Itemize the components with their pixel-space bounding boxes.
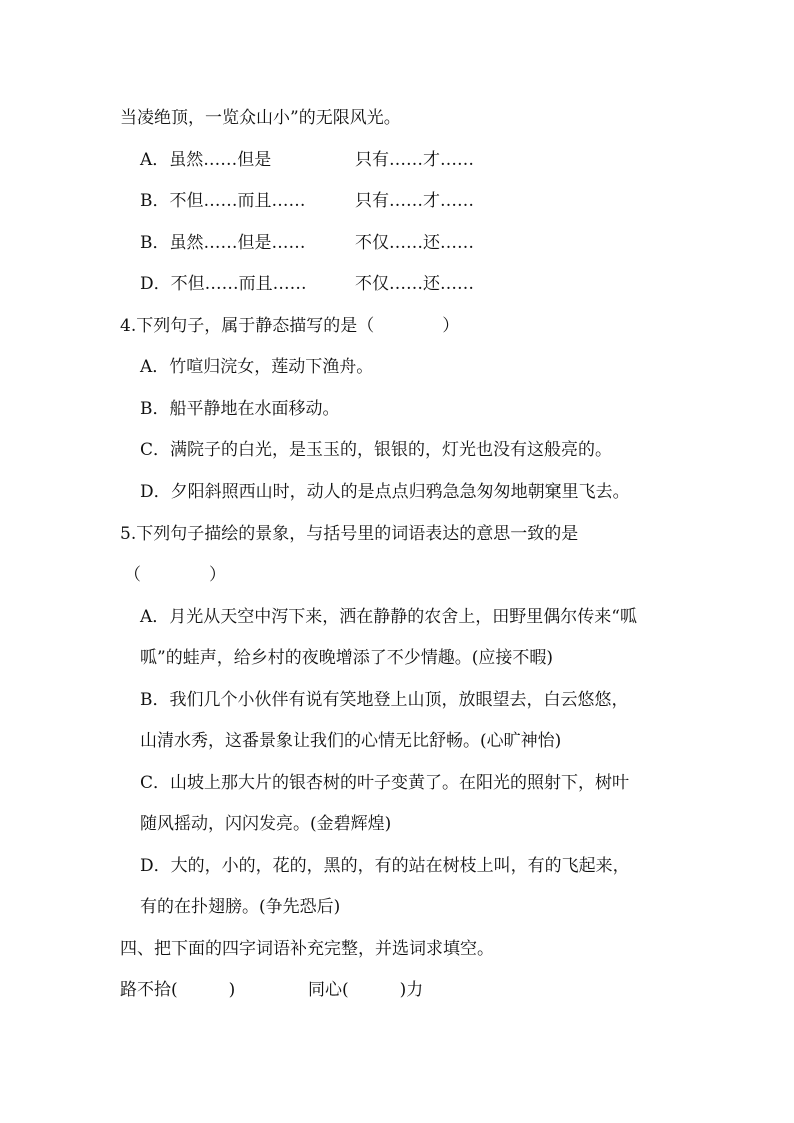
q3-option-a-second: 只有……才……	[355, 150, 474, 170]
q5-option-c-line2: 随风摇动，闪闪发亮。(金碧辉煌)	[140, 814, 392, 834]
q5-option-a-line1: A．月光从天空中泻下来，洒在静静的农舍上，田野里偶尔传来“呱	[140, 607, 637, 627]
q3-option-b-first: B．不但……而且……	[140, 191, 306, 211]
q4-option-b: B．船平静地在水面移动。	[140, 399, 340, 419]
q3-option-c-second: 不仅……还……	[355, 233, 474, 253]
q3-option-a-first: A．虽然……但是	[140, 150, 272, 170]
q5-option-c-line1: C．山坡上那大片的银杏树的叶子变黄了。在阳光的照射下，树叶	[140, 773, 630, 793]
q4-option-a: A．竹喧归浣女，莲动下渔舟。	[140, 357, 374, 377]
q3-option-d-second: 不仅……还……	[355, 274, 474, 294]
q5-option-d-line1: D．大的，小的，花的，黑的，有的站在树枝上叫，有的飞起来，	[140, 856, 630, 876]
q4-stem: 4.下列句子，属于静态描写的是（ ）	[120, 316, 460, 336]
intro-tail-line: 当凌绝顶，一览众山小”的无限风光。	[120, 108, 401, 128]
q5-option-a-line2: 呱”的蛙声，给乡村的夜晚增添了不少情趣。(应接不暇)	[140, 648, 553, 668]
q4-option-c: C．满院子的白光，是玉玉的，银银的，灯光也没有这般亮的。	[140, 440, 613, 460]
q5-option-b-line2: 山清水秀，这番景象让我们的心情无比舒畅。(心旷神怡)	[140, 731, 562, 751]
q5-option-d-line2: 有的在扑翅膀。(争先恐后)	[140, 897, 341, 917]
q4-option-d: D．夕阳斜照西山时，动人的是点点归鸦急急匆匆地朝窠里飞去。	[140, 482, 630, 502]
section4-item-2: 同心( )力	[308, 980, 424, 1000]
section4-title: 四、把下面的四字词语补充完整，并选词求填空。	[120, 939, 494, 959]
q3-option-b-second: 只有……才……	[355, 191, 474, 211]
q3-option-c-first: B．虽然……但是……	[140, 233, 306, 253]
q5-stem: 5.下列句子描绘的景象，与括号里的词语表达的意思一致的是	[120, 524, 579, 544]
q3-option-d-first: D．不但……而且……	[140, 274, 307, 294]
q5-answer-paren: （ ）	[124, 565, 226, 585]
q5-option-b-line1: B．我们几个小伙伴有说有笑地登上山顶，放眼望去，白云悠悠，	[140, 690, 629, 710]
section4-item-1: 路不拾( )	[120, 980, 236, 1000]
